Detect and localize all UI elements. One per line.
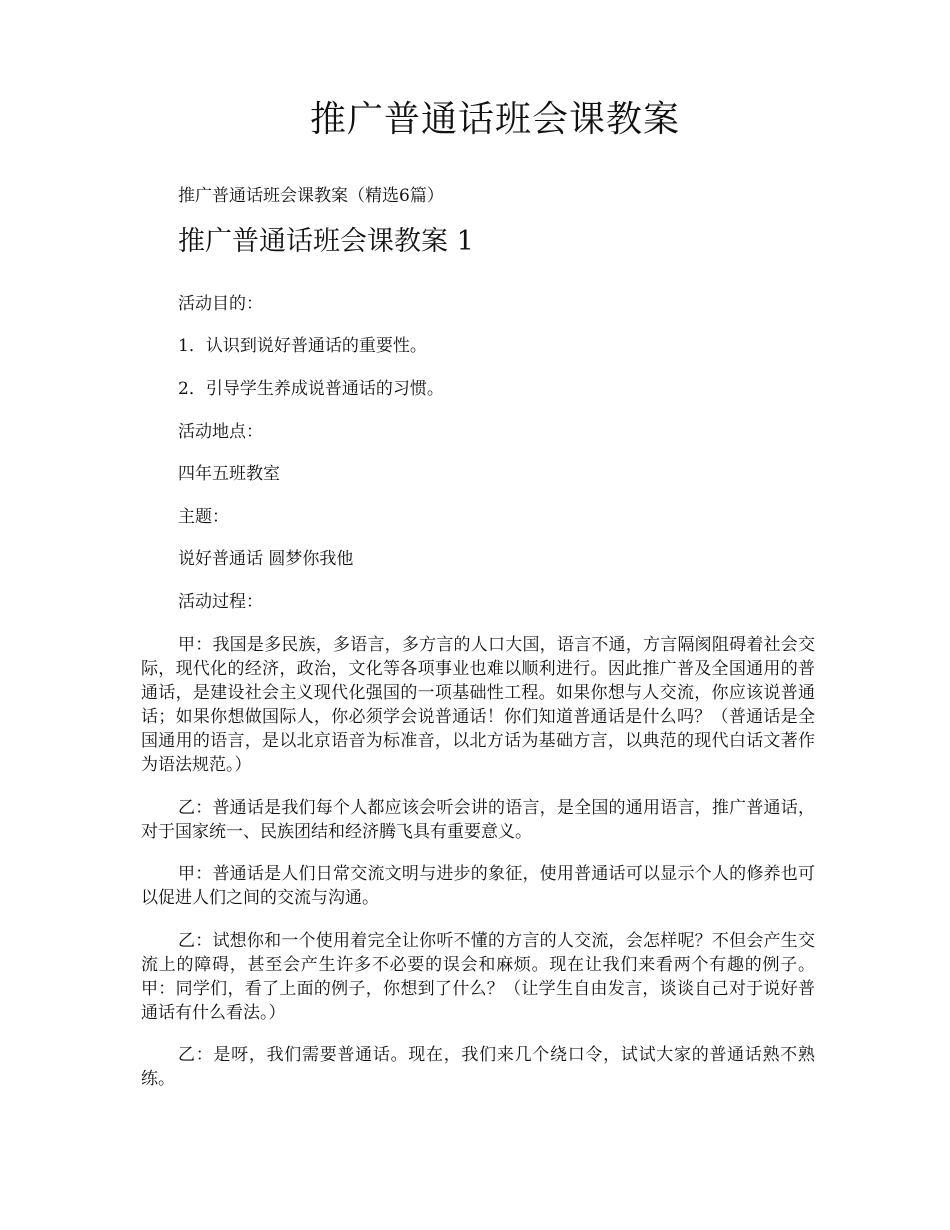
theme-label: 主题： <box>178 507 229 527</box>
document-subtitle: 推广普通话班会课教案（精选6篇） <box>178 186 444 206</box>
paragraph-2: 乙：普通话是我们每个人都应该会听会讲的语言，是全国的通用语言，推广普通话，对于国家统一、民族团结和经济腾飞具有重要意义。 <box>141 798 815 842</box>
paragraph-1: 甲：我国是多民族，多语言，多方言的人口大国，语言不通，方言隔阂阻碍着社会交际，现代化的经济，政治，文化等各项事业也难以顺利进行。因此推广普及全国通用的普通话，是建设社会主义现代化强国的一项基础性工程。如果你想与人交流，你应该说普通话；如果你想做国际人，你必须学会说普通话！你们知道普通话是什么吗？（普通话是全国通用的语言，是以北京语音为标准音，以北方话为基础方言，以典范的现代白话文著作为语法规范。） <box>141 635 815 775</box>
paragraph-4: 乙：试想你和一个使用着完全让你听不懂的方言的人交流，会怎样呢？不但会产生交流上的障碍，甚至会产生许多不必要的误会和麻烦。现在让我们来看两个有趣的例子。 甲：同学们，看了上面的例子，你想到了什么？（让学生自由发言，谈谈自己对于说好普通话有什么看法。） <box>141 931 815 1023</box>
activity-process-label: 活动过程： <box>178 592 263 612</box>
paragraph-5: 乙：是呀，我们需要普通话。现在，我们来几个绕口令，试试大家的普通话熟不熟练。 <box>141 1045 815 1089</box>
activity-purpose-label: 活动目的： <box>178 294 263 314</box>
document-title: 推广普通话班会课教案 <box>309 99 680 140</box>
activity-location-value: 四年五班教室 <box>178 464 280 484</box>
paragraph-3: 甲：普通话是人们日常交流文明与进步的象征，使用普通话可以显示个人的修养也可以促进人们之间的交流与沟通。 <box>141 864 815 908</box>
purpose-item-2: 2．引导学生养成说普通话的习惯。 <box>178 379 444 399</box>
section-heading: 推广普通话班会课教案 1 <box>178 226 474 257</box>
activity-location-label: 活动地点： <box>178 422 263 442</box>
purpose-item-1: 1．认识到说好普通话的重要性。 <box>178 336 427 356</box>
theme-value: 说好普通话 圆梦你我他 <box>178 549 354 569</box>
